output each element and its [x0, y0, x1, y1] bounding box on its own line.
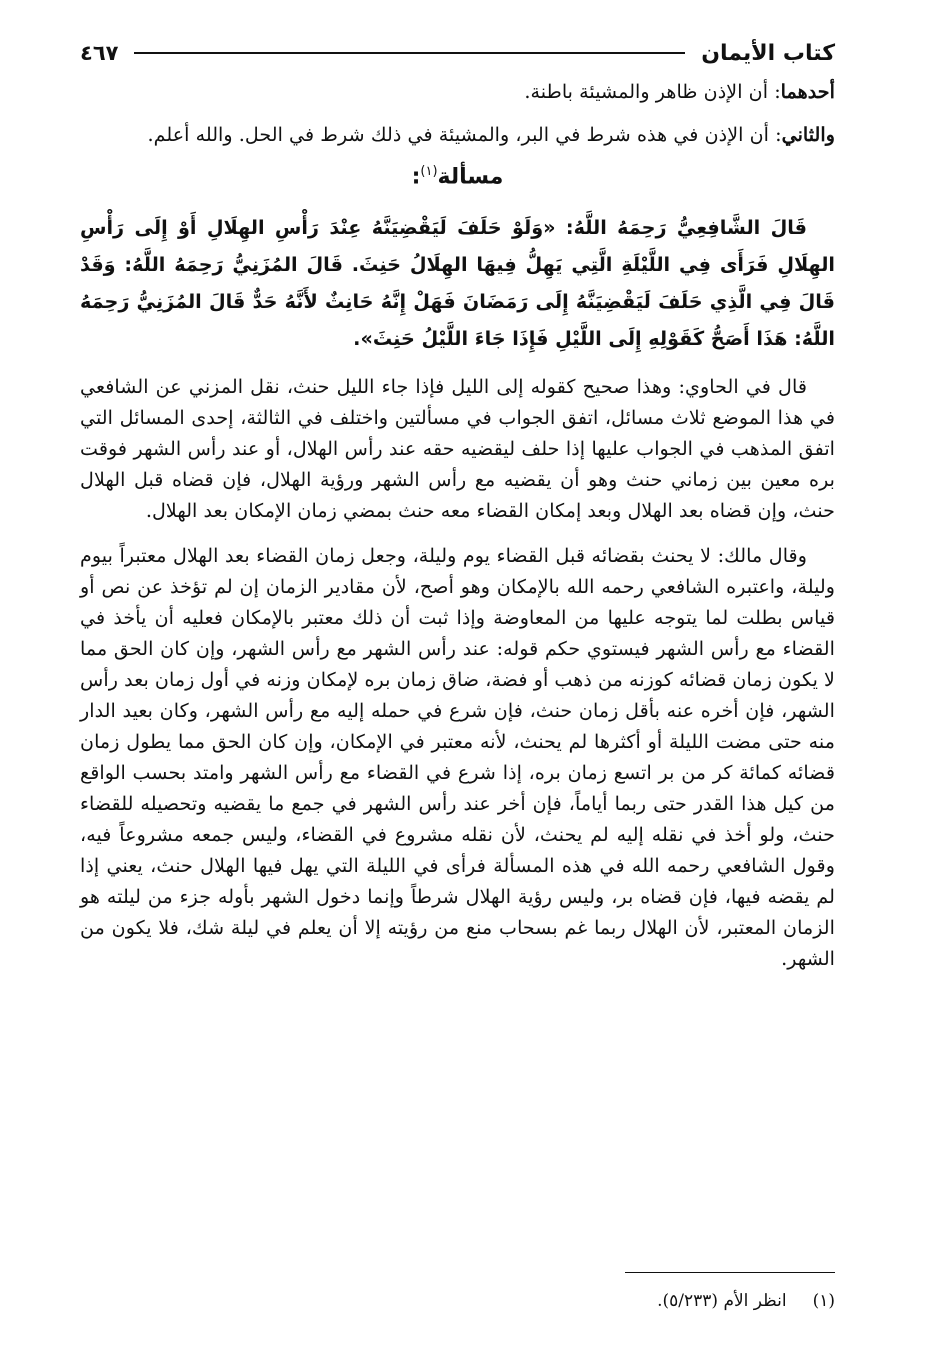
running-head: [80, 36, 835, 70]
footnote-text: انظر الأم (٥/٢٣٣).: [657, 1291, 787, 1311]
shafii-quote: قَالَ الشَّافِعِيُّ رَحِمَهُ اللَّهُ: «وَلَوْ حَلَفَ لَيَقْضِيَنَّهُ عِنْدَ رَأْسِ الهِلَالِ أَوْ إِلَى رَأْسِ الهِلَالِ فَرَأَى فِي اللَّيْلَةِ الَّتِي يَهِلُّ فِيهَا الهِلَالُ حَنِثَ. قَالَ المُزَنِيُّ رَحِمَهُ اللَّهُ: وَقَدْ قَالَ فِي الَّذِي حَلَفَ لَيَقْضِيَنَّهُ إِلَى رَمَضَانَ فَهَلْ إِنَّهُ حَانِثٌ لأَنَّهُ حَدٌّ قَالَ المُزَنِيُّ رَحِمَهُ اللَّهُ: هَذَا أَصَحُّ كَقَوْلِهِ إِلَى اللَّيْلِ فَإِذَا جَاءَ اللَّيْلُ حَنِثَ».: [80, 216, 835, 351]
opinion-first: [80, 76, 835, 107]
section-heading: [80, 164, 835, 189]
opinion-second: [80, 119, 835, 150]
book-title: كتاب الأيمان: [701, 40, 835, 66]
footnote-number: (١): [812, 1291, 835, 1311]
opinion-text: : أن الإذن ظاهر والمشيئة باطنة.: [524, 80, 781, 103]
opinion-text: : أن الإذن في هذه شرط في البر، والمشيئة في ذلك شرط في الحل. والله أعلم.: [147, 123, 782, 146]
footnote-ref: (١): [420, 164, 438, 179]
header-rule: [134, 52, 685, 54]
opinion-lead: والثاني: [781, 123, 835, 146]
paragraph-hawi: قال في الحاوي: وهذا صحيح كقوله إلى الليل فإذا جاء الليل حنث، نقل المزني عن الشافعي في هذا الموضع ثلاث مسائل، اتفق الجواب في مسألتين واختلف في الثالثة، إحدى المسائل التي اتفق المذهب في الجواب عليها إذا حلف ليقضيه حقه عند رأس الهلال، أو عند رأس الشهر فوقت بره معين بين زماني حنث وهو أن يقضيه مع رأس الشهر ورؤية الهلال، فإن قضاه قبل الهلال حنث، وإن قضاه بعد الهلال وبعد إمكان القضاء معه حنث بمضي زمان الإمكان بعد الهلال.: [80, 375, 835, 523]
page-number: ٤٦٧: [80, 41, 119, 65]
page: [80, 36, 835, 1346]
footnote: [657, 1288, 835, 1314]
footnote-rule: [625, 1272, 835, 1273]
opinion-lead: أحدهما: [780, 80, 835, 103]
section-title: مسألة: [437, 164, 504, 190]
paragraph-malik: وقال مالك: لا يحنث بقضائه قبل القضاء يوم وليلة، وجعل زمان القضاء بعد الهلال معتبراً بيوم وليلة، واعتبره الشافعي رحمه الله بالإمكان وهو أصح، لأن مقادير الزمان إن لم تؤخذ عن نص أو قياس بطلت لما يتوجه عليها من المعاوضة وإذا ثبت أن ذلك معتبر بالإمكان فعليه أن يأخذ في القضاء مع رأس الشهر فيستوي حكم قوله: عند رأس الشهر مع رأس الشهر، وإن كان الحق مما لا يكون زمان قضائه كوزنه من ذهب أو فضة، ضاق زمان بره لإمكان وزنه في أول زمان بعد رأس الشهر، فإن أخره عنه بأقل زمان حنث، فإن شرع في حمله إليه مع رأس الشهر، وكان بعيد الدار منه حتى مضت الليلة أو أكثرها لم يحنث، لأنه معتبر في الإمكان، وإن كان الحق مما يطول زمان قضائه كمائة كر من بر اتسع زمان بره، إذا شرع في القضاء مع رأس الشهر وامتد بحسب الواقع من كيل هذا القدر حتى ربما أياماً، فإن أخر عند رأس الشهر في جمع ما يقضيه وتحصيله للقضاء حنث، ولو أخذ في نقله إليه لم يحنث، لأن نقله مشروع في القضاء، وليس جمعه مشروعاً فيه، وقول الشافعي رحمه الله في هذه المسألة فرأى في الليلة التي يهل فيها الهلال حنث، يعني إذا لم يقضه فيها، فإن قضاه بر، وليس رؤية الهلال شرطاً وإنما دخول الشهر بأوله جزء من ليلته هو الزمان المعتبر، لأن الهلال ربما غم بسحاب منع من رؤيته إلا أن يعلم في ليلة شك، فلا يكون من الشهر.: [80, 544, 835, 971]
section-colon: :: [411, 164, 421, 190]
